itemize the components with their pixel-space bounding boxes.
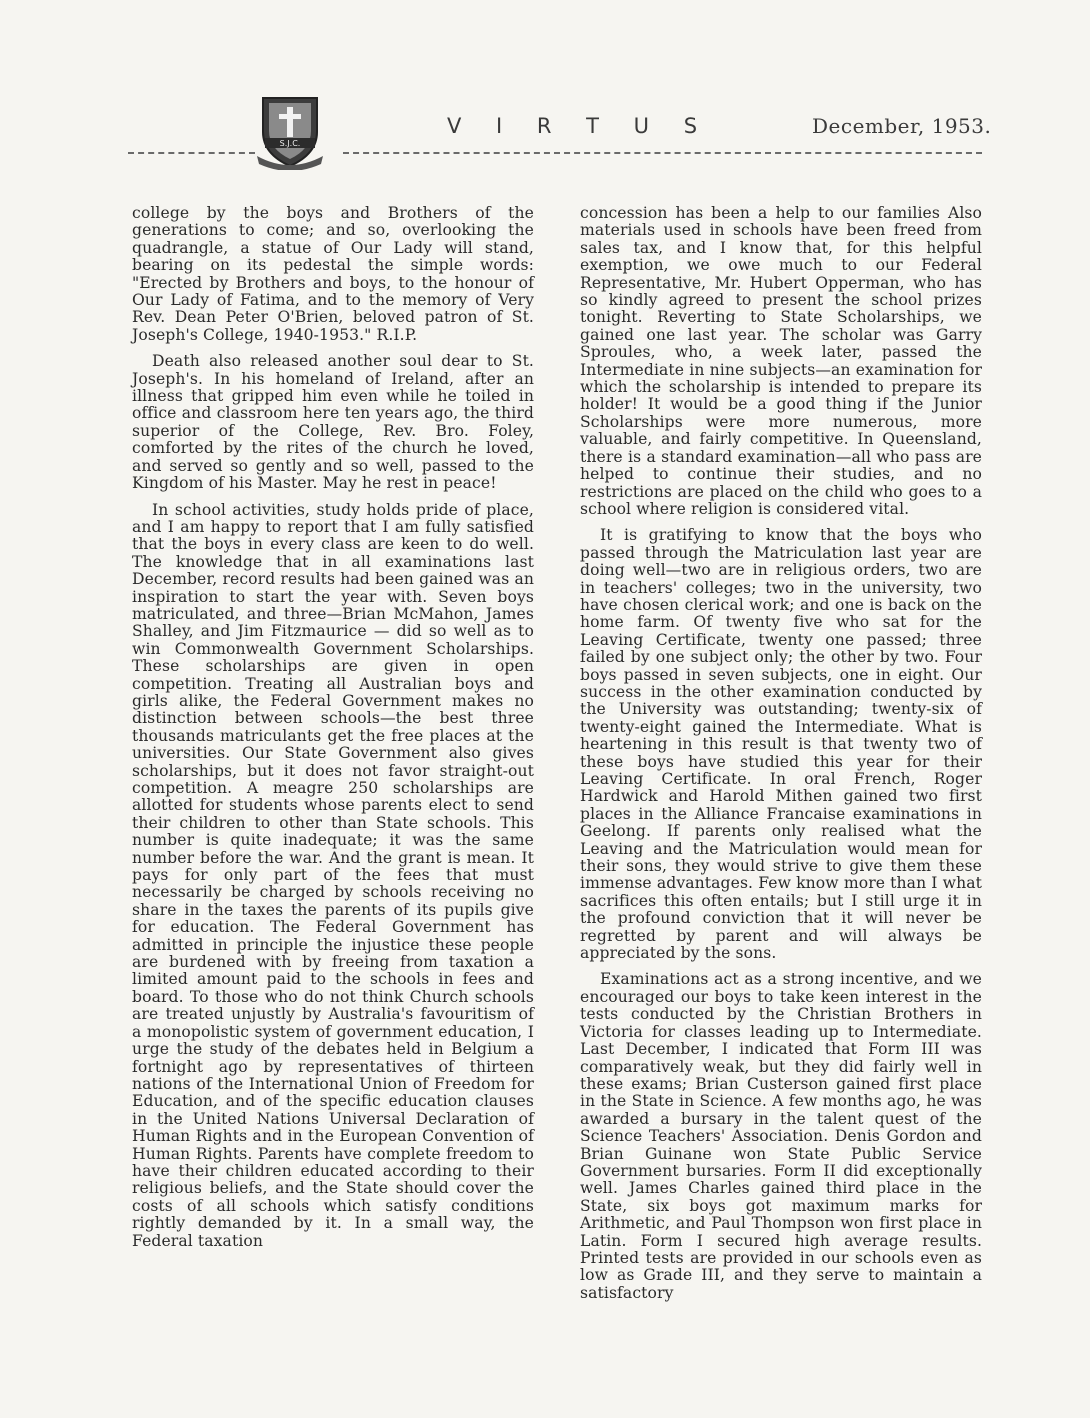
left-column	[132, 205, 534, 1259]
paragraph: Examinations act as a strong incentive, and we encouraged our boys to take keen interest in the tests conducted by the Christian Brothers in Victoria for classes leading up to Intermediate. Last December, I indicated that Form III was comparatively weak, but they did fairly well in these exams; Brian Custerson gained first place in the State in Science. A few months ago, he was awarded a bursary in the talent quest of the Science Teachers' Association. Denis Gordon and Brian Guinane won State Public Service Government bursaries. Form II did exceptionally well. James Charles gained third place in the State, six boys got maximum marks for Arithmetic, and Paul Thompson won first place in Latin. Form I secured high average results. Printed tests are provided in our schools even as low as Grade III, and they serve to maintain a satisfactory	[580, 970, 982, 1302]
header-rule-right	[343, 152, 982, 154]
paragraph: Death also released another soul dear to St. Joseph's. In his homeland of Ireland, after an illness that gripped him even while he toiled in office and classroom here ten years ago, the third superior of the College, Rev. Bro. Foley, comforted by the rites of the church he loved, and served so gently and so well, passed to the Kingdom of his Master. May he rest in peace!	[132, 352, 534, 493]
paragraph: college by the boys and Brothers of the generations to come; and so, overlooking the quadrangle, a statue of Our Lady will stand, bearing on its pedestal the simple words: "Erected by Brothers and boys, to the honour of Our Lady of Fatima, and to the memory of Very Rev. Dean Peter O'Brien, beloved patron of St. Joseph's College, 1940-1953." R.I.P.	[132, 204, 534, 344]
college-crest-icon	[255, 92, 325, 170]
paragraph: concession has been a help to our families Also materials used in schools have been freed from sales tax, and I know that, for this helpful exemption, we owe much to our Federal Representative, Mr. Hubert Opperman, who has so kindly agreed to present the school prizes tonight. Reverting to State Scholarships, we gained one last year. The scholar was Garry Sproules, who, a week later, passed the Intermediate in nine subjects—an examination for which the scholarship is intended to prepare its holder! It would be a good thing if the Junior Scholarships were more numerous, more valuable, and fairly competitive. In Queensland, there is a standard examination—all who pass are helped to continue their studies, and no restrictions are placed on the child who goes to a school where religion is considered vital.	[580, 204, 982, 518]
page-header	[0, 0, 1090, 180]
issue-date: December, 1953.	[812, 114, 992, 138]
paragraph: It is gratifying to know that the boys who passed through the Matriculation last year are doing well—two are in religious orders, two are in teachers' colleges; two in the university, two have chosen clerical work; and one is back on the home farm. Of twenty five who sat for the Leaving Certificate, twenty one passed; three failed by one subject only; the other by two. Four boys passed in seven subjects, one in eight. Our success in the other examination conducted by the University was outstanding; twenty-six of twenty-eight gained the Intermediate. What is heartening in this result is that twenty two of these boys have studied this year for their Leaving Certificate. In oral French, Roger Hardwick and Harold Mithen gained two first places in the Alliance Francaise examinations in Geelong. If parents only realised what the Leaving and the Matriculation would mean for their sons, they would strive to give them these immense advantages. Few know more than I what sacrifices this often entails; but I still urge it in the profound conviction that it will never be regretted by parent and will always be appreciated by the sons.	[580, 526, 982, 963]
crest-text: S.J.C.	[279, 139, 301, 148]
paragraph: In school activities, study holds pride of place, and I am happy to report that I am fully satisfied that the boys in every class are keen to do well. The knowledge that in all examinations last December, record results had been gained was an inspiration to start the year with. Seven boys matriculated, and three—Brian McMahon, James Shalley, and Jim Fitzmaurice — did so well as to win Commonwealth Government Scholarships. These scholarships are given in open competition. Treating all Australian boys and girls alike, the Federal Government makes no distinction between schools—the best three thousands matriculants get the free places at the universities. Our State Government also gives scholarships, but it does not favor straight-out competition. A meagre 250 scholarships are allotted for students whose parents elect to send their children to other than State schools. This number is quite inadequate; it was the same number before the war. And the grant is mean. It pays for only part of the fees that must necessarily be charged by schools receiving no share in the taxes the parents of its pupils give for education. The Federal Government has admitted in principle the injustice these people are burdened with by freeing from taxation a limited amount paid to the schools in fees and board. To those who do not think Church schools are treated unjustly by Australia's favouritism of a monopolistic system of government education, I urge the study of the debates held in Belgium a fortnight ago by representatives of thirteen nations of the International Union of Freedom for Education, and of the specific education clauses in the United Nations Universal Declaration of Human Rights and in the European Convention of Human Rights. Parents have complete freedom to have their children educated according to their religious beliefs, and the State should cover the costs of all schools which satisfy conditions rightly demanded by it. In a small way, the Federal taxation	[132, 500, 534, 1250]
right-column	[580, 205, 982, 1311]
magazine-title: V I R T U S	[447, 114, 712, 138]
header-rule-left	[128, 152, 255, 154]
